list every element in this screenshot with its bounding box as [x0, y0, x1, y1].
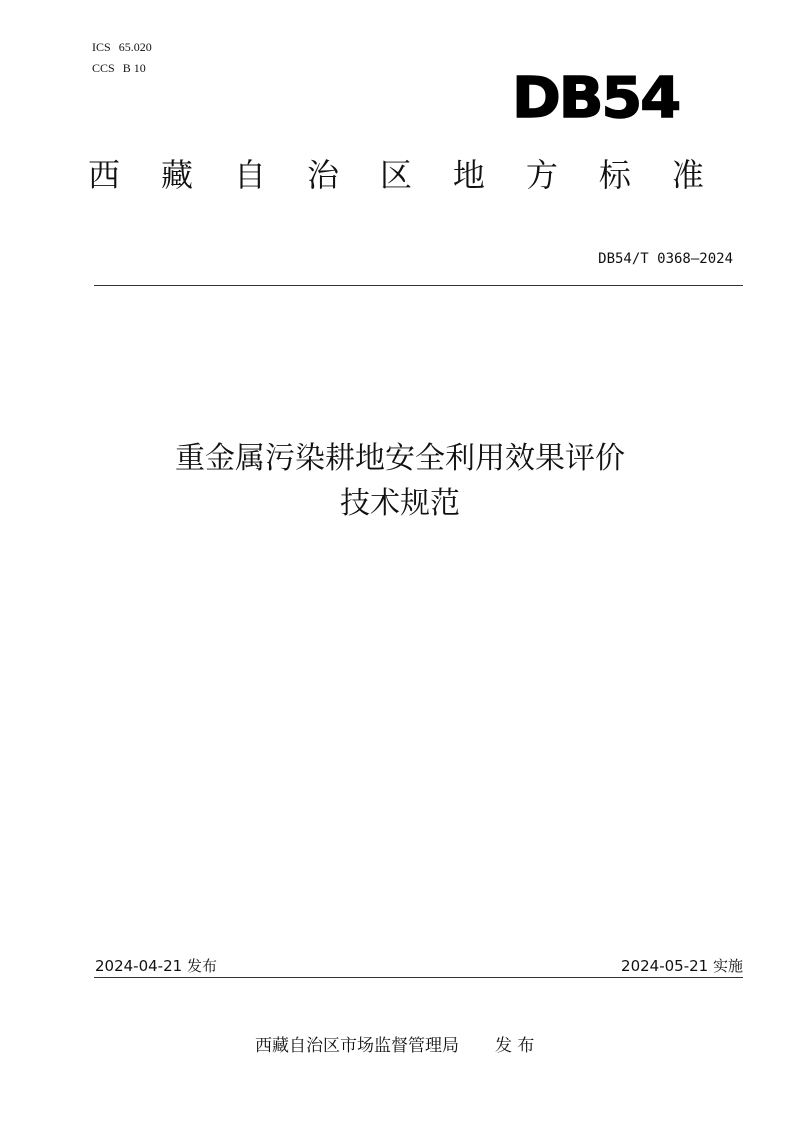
- standard-type-char: 方: [525, 156, 558, 194]
- top-divider: [94, 285, 743, 286]
- standard-type-char: 西: [88, 156, 121, 194]
- ics-label: ICS: [92, 40, 111, 54]
- standard-type-char: 标: [598, 156, 631, 194]
- ccs-code: [92, 62, 146, 74]
- publish-date: 2024-04-21 发布: [95, 957, 217, 975]
- standard-type-char: 治: [306, 156, 339, 194]
- bottom-divider: [94, 977, 743, 978]
- standard-type-char: 自: [233, 156, 266, 194]
- implement-date: 2024-05-21 实施: [621, 957, 743, 975]
- ccs-label: CCS: [92, 61, 115, 75]
- publisher-action: 发 布: [495, 1036, 535, 1056]
- publisher: [255, 1034, 534, 1058]
- standard-type-char: 准: [671, 156, 704, 194]
- standard-number: DB54/T 0368—2024: [598, 251, 733, 267]
- standard-type-char: 区: [379, 156, 412, 194]
- ics-value: 65.020: [118, 40, 152, 54]
- standard-type-char: 地: [452, 156, 485, 194]
- ccs-value: B 10: [122, 61, 146, 75]
- document-title-line-1: 重金属污染耕地安全利用效果评价: [175, 441, 625, 476]
- standard-type-char: 藏: [160, 156, 193, 194]
- standard-type-heading: [88, 150, 704, 200]
- publisher-name: 西藏自治区市场监督管理局: [255, 1036, 459, 1056]
- db54-logo: DB54: [512, 66, 680, 131]
- document-title-line-2: 技术规范: [340, 486, 460, 521]
- ics-code: [92, 41, 152, 53]
